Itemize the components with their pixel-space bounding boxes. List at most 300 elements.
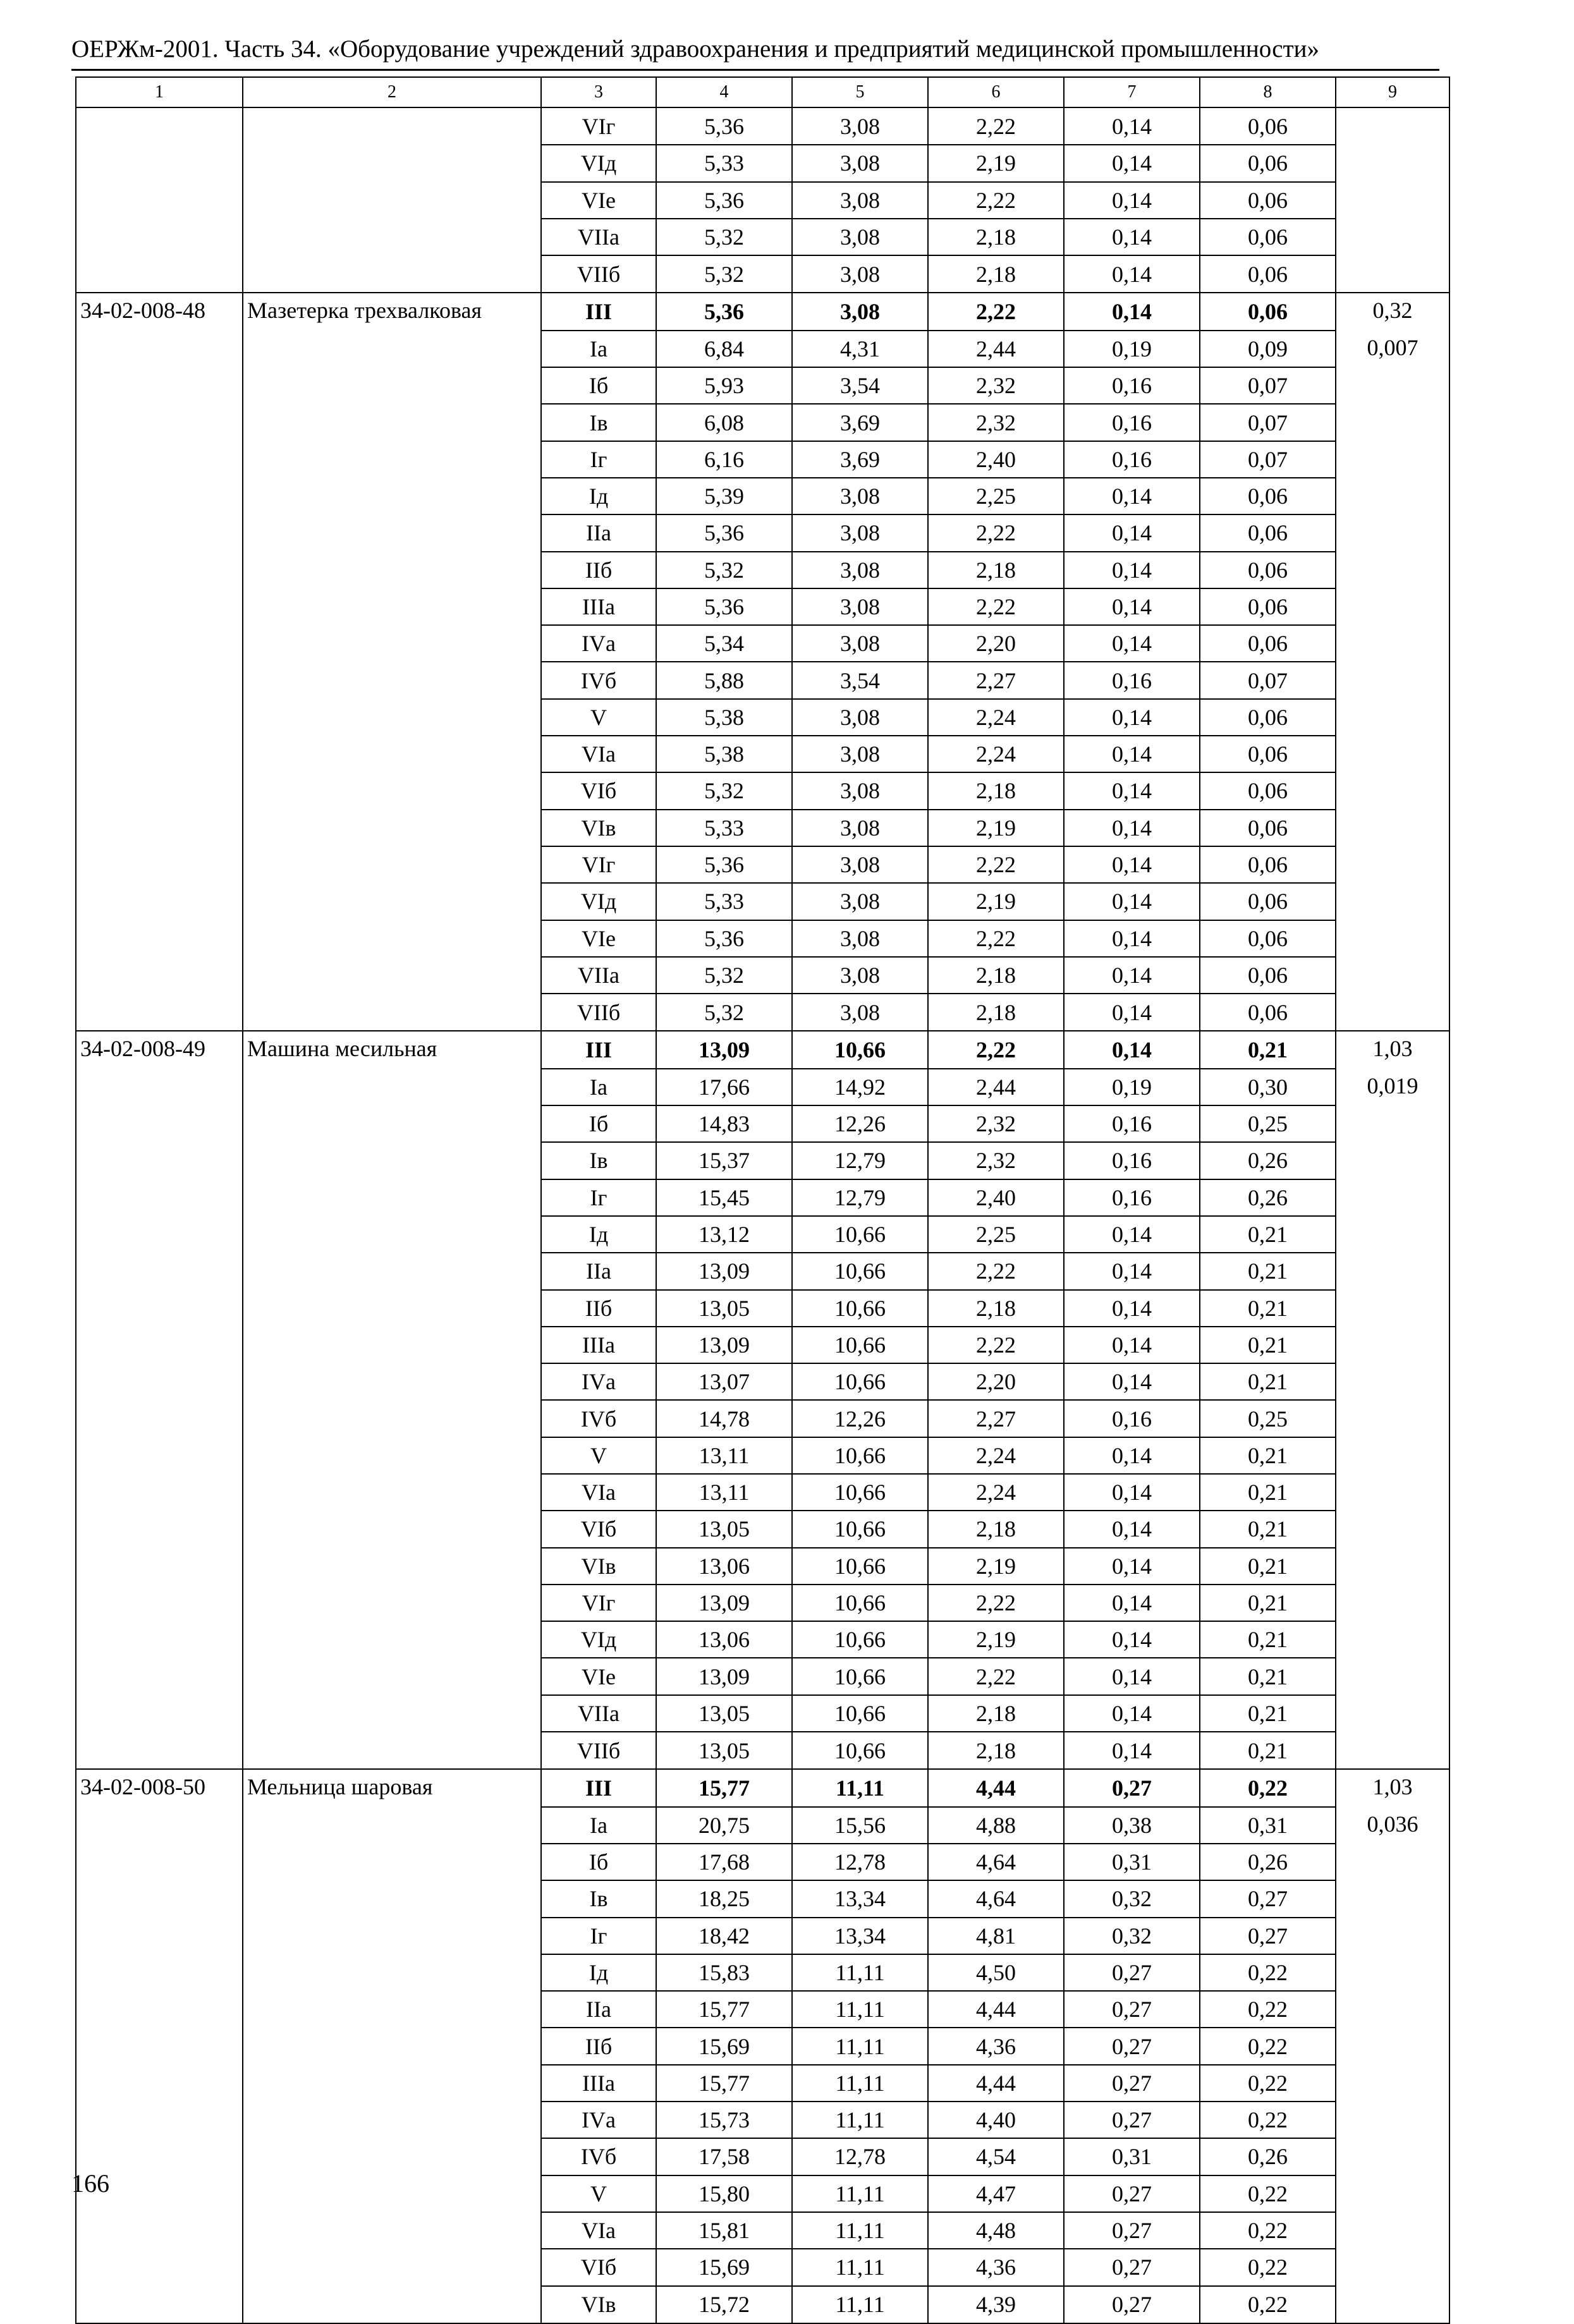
value-col6: 2,24 (928, 1474, 1064, 1511)
table-row (76, 1769, 1449, 1806)
value-col6: 2,22 (928, 107, 1064, 145)
value-col8: 0,06 (1200, 588, 1336, 625)
item-name (243, 182, 541, 219)
item-name (243, 1327, 541, 1363)
value-col4: 20,75 (656, 1807, 792, 1844)
value-col5: 3,08 (792, 625, 928, 662)
table-row (76, 1880, 1449, 1917)
item-name (243, 552, 541, 588)
item-name (243, 1216, 541, 1253)
value-col4: 15,73 (656, 2102, 792, 2138)
value-col4: 5,38 (656, 736, 792, 772)
value-col5: 12,79 (792, 1142, 928, 1179)
value-col9 (1336, 2065, 1449, 2102)
zone-cell: IIа (541, 514, 656, 551)
value-col5: 11,11 (792, 1991, 928, 2028)
value-col7: 0,14 (1064, 1290, 1200, 1327)
value-col4: 6,16 (656, 441, 792, 478)
zone-cell: IIа (541, 1991, 656, 2028)
value-col7: 0,14 (1064, 552, 1200, 588)
value-col7: 0,14 (1064, 810, 1200, 846)
zone-cell: Iб (541, 1844, 656, 1880)
column-number: 5 (792, 77, 928, 107)
value-col5: 3,08 (792, 219, 928, 255)
value-col6: 2,22 (928, 846, 1064, 883)
value-col7: 0,19 (1064, 331, 1200, 367)
value-col4: 5,36 (656, 920, 792, 957)
value-col8: 0,22 (1200, 1769, 1336, 1806)
value-col8: 0,06 (1200, 219, 1336, 255)
value-col6: 4,54 (928, 2138, 1064, 2175)
item-name (243, 1918, 541, 1954)
value-col6: 4,44 (928, 1991, 1064, 2028)
value-col8: 0,22 (1200, 2028, 1336, 2064)
zone-cell: Iа (541, 1807, 656, 1844)
column-number: 3 (541, 77, 656, 107)
value-col4: 15,69 (656, 2249, 792, 2285)
value-col4: 5,36 (656, 588, 792, 625)
value-col9 (1336, 588, 1449, 625)
table-row (76, 1511, 1449, 1547)
value-col7: 0,14 (1064, 883, 1200, 920)
value-col9 (1336, 1658, 1449, 1694)
item-name (243, 1732, 541, 1769)
value-col4: 13,11 (656, 1437, 792, 1474)
value-col5: 3,08 (792, 255, 928, 293)
value-col8: 0,06 (1200, 883, 1336, 920)
value-col8: 0,21 (1200, 1695, 1336, 1732)
value-col9 (1336, 2138, 1449, 2175)
value-col6: 4,50 (928, 1954, 1064, 1991)
value-col5: 3,08 (792, 699, 928, 736)
table-row (76, 1658, 1449, 1694)
value-col5: 12,78 (792, 2138, 928, 2175)
zone-cell: Iг (541, 1179, 656, 1216)
value-col9 (1336, 810, 1449, 846)
value-col4: 17,66 (656, 1069, 792, 1105)
value-col8: 0,06 (1200, 255, 1336, 293)
value-col8: 0,21 (1200, 1621, 1336, 1658)
zone-cell: VIб (541, 1511, 656, 1547)
value-col4: 5,32 (656, 552, 792, 588)
table-row (76, 1069, 1449, 1105)
item-name (243, 441, 541, 478)
value-col5: 10,66 (792, 1363, 928, 1400)
zone-cell: VIIб (541, 994, 656, 1031)
item-code (76, 2249, 243, 2285)
value-col5: 3,08 (792, 994, 928, 1031)
value-col4: 5,33 (656, 883, 792, 920)
zone-cell: VIд (541, 145, 656, 181)
value-col4: 5,36 (656, 182, 792, 219)
zone-cell: IVа (541, 625, 656, 662)
value-col8: 0,21 (1200, 1511, 1336, 1547)
value-col7: 0,27 (1064, 1769, 1200, 1806)
value-col5: 10,66 (792, 1621, 928, 1658)
item-code (76, 957, 243, 994)
item-code (76, 1954, 243, 1991)
zone-cell: VIIб (541, 255, 656, 293)
value-col5: 3,08 (792, 957, 928, 994)
value-col8: 0,06 (1200, 552, 1336, 588)
value-col9 (1336, 772, 1449, 809)
value-col9 (1336, 2175, 1449, 2212)
table-row (76, 2212, 1449, 2249)
item-code (76, 1179, 243, 1216)
value-col7: 0,14 (1064, 1253, 1200, 1289)
zone-cell: Iа (541, 331, 656, 367)
value-col9 (1336, 2212, 1449, 2249)
value-col6: 2,22 (928, 1253, 1064, 1289)
table-row (76, 920, 1449, 957)
zone-cell: IIб (541, 552, 656, 588)
value-col4: 5,93 (656, 367, 792, 404)
value-col9 (1336, 552, 1449, 588)
zone-cell: V (541, 1437, 656, 1474)
value-col7: 0,27 (1064, 1954, 1200, 1991)
item-name (243, 846, 541, 883)
value-col7: 0,31 (1064, 2138, 1200, 2175)
value-col8: 0,09 (1200, 331, 1336, 367)
rates-table (75, 76, 1450, 2324)
item-name (243, 145, 541, 181)
item-name (243, 810, 541, 846)
value-col6: 2,32 (928, 367, 1064, 404)
column-number: 7 (1064, 77, 1200, 107)
value-col4: 18,42 (656, 1918, 792, 1954)
value-col7: 0,27 (1064, 2286, 1200, 2323)
value-col9 (1336, 1548, 1449, 1585)
value-col6: 2,22 (928, 588, 1064, 625)
value-col8: 0,06 (1200, 699, 1336, 736)
value-col5: 3,54 (792, 367, 928, 404)
value-col6: 4,64 (928, 1844, 1064, 1880)
item-name (243, 1585, 541, 1621)
item-name (243, 662, 541, 698)
value-col9 (1336, 1363, 1449, 1400)
item-code (76, 1548, 243, 1585)
item-code (76, 662, 243, 698)
value-col8: 0,21 (1200, 1585, 1336, 1621)
table-row (76, 588, 1449, 625)
table-row (76, 255, 1449, 293)
table-row (76, 1031, 1449, 1068)
value-col5: 11,11 (792, 2286, 928, 2323)
value-col9 (1336, 1290, 1449, 1327)
item-code (76, 1807, 243, 1844)
value-col8: 0,07 (1200, 662, 1336, 698)
item-name (243, 1253, 541, 1289)
item-code (76, 441, 243, 478)
table-row (76, 662, 1449, 698)
zone-cell: IIIа (541, 1327, 656, 1363)
value-col8: 0,07 (1200, 441, 1336, 478)
value-col5: 3,08 (792, 514, 928, 551)
value-col6: 2,22 (928, 182, 1064, 219)
value-col8: 0,06 (1200, 478, 1336, 514)
column-number: 8 (1200, 77, 1336, 107)
value-col4: 18,25 (656, 1880, 792, 1917)
value-col6: 2,24 (928, 699, 1064, 736)
item-code (76, 1732, 243, 1769)
value-col4: 13,05 (656, 1290, 792, 1327)
value-col9 (1336, 2102, 1449, 2138)
item-name (243, 1844, 541, 1880)
value-col7: 0,14 (1064, 1327, 1200, 1363)
column-number: 2 (243, 77, 541, 107)
value-col5: 10,66 (792, 1031, 928, 1068)
zone-cell: Iв (541, 404, 656, 441)
page-number: 166 (71, 2169, 109, 2198)
value-col8: 0,06 (1200, 107, 1336, 145)
item-code (76, 2212, 243, 2249)
value-col6: 2,32 (928, 404, 1064, 441)
item-code (76, 810, 243, 846)
value-col4: 5,36 (656, 514, 792, 551)
value-col9 (1336, 478, 1449, 514)
value-col9 (1336, 1844, 1449, 1880)
table-row (76, 1585, 1449, 1621)
column-number: 4 (656, 77, 792, 107)
zone-cell: Iв (541, 1142, 656, 1179)
zone-cell: Iб (541, 1105, 656, 1142)
value-col8: 0,21 (1200, 1290, 1336, 1327)
item-code (76, 846, 243, 883)
item-name (243, 2212, 541, 2249)
value-col5: 10,66 (792, 1216, 928, 1253)
table-row (76, 107, 1449, 145)
value-col8: 0,21 (1200, 1216, 1336, 1253)
value-col5: 3,08 (792, 478, 928, 514)
zone-cell: VIб (541, 772, 656, 809)
value-col6: 2,18 (928, 255, 1064, 293)
table-row (76, 772, 1449, 809)
item-code (76, 736, 243, 772)
value-col5: 11,11 (792, 2175, 928, 2212)
value-col5: 15,56 (792, 1807, 928, 1844)
value-col6: 2,18 (928, 994, 1064, 1031)
value-col9 (1336, 957, 1449, 994)
value-col4: 13,09 (656, 1327, 792, 1363)
value-col7: 0,14 (1064, 107, 1200, 145)
value-col6: 2,22 (928, 1031, 1064, 1068)
value-col4: 13,05 (656, 1511, 792, 1547)
value-col6: 2,44 (928, 1069, 1064, 1105)
value-col9 (1336, 514, 1449, 551)
item-name (243, 1658, 541, 1694)
item-code (76, 514, 243, 551)
value-col5: 11,11 (792, 2249, 928, 2285)
value-col7: 0,14 (1064, 957, 1200, 994)
value-col9 (1336, 2028, 1449, 2064)
value-col4: 5,32 (656, 957, 792, 994)
value-col4: 17,68 (656, 1844, 792, 1880)
value-col4: 15,81 (656, 2212, 792, 2249)
value-col4: 13,06 (656, 1548, 792, 1585)
value-col5: 3,08 (792, 182, 928, 219)
value-col5: 10,66 (792, 1290, 928, 1327)
value-col8: 0,06 (1200, 957, 1336, 994)
item-name (243, 1548, 541, 1585)
item-name (243, 957, 541, 994)
item-code (76, 588, 243, 625)
value-col5: 11,11 (792, 1954, 928, 1991)
item-code (76, 1327, 243, 1363)
value-col7: 0,14 (1064, 219, 1200, 255)
table-row (76, 699, 1449, 736)
table-row (76, 552, 1449, 588)
value-col8: 0,06 (1200, 736, 1336, 772)
value-col6: 4,64 (928, 1880, 1064, 1917)
value-col9 (1336, 1179, 1449, 1216)
zone-cell: VIв (541, 810, 656, 846)
item-name (243, 2065, 541, 2102)
item-name (243, 1991, 541, 2028)
value-col4: 5,38 (656, 699, 792, 736)
value-col8: 0,21 (1200, 1031, 1336, 1068)
item-code (76, 1142, 243, 1179)
value-col7: 0,14 (1064, 920, 1200, 957)
value-col8: 0,06 (1200, 846, 1336, 883)
item-name (243, 1511, 541, 1547)
value-col9 (1336, 1474, 1449, 1511)
value-col6: 4,36 (928, 2249, 1064, 2285)
value-col6: 2,19 (928, 1621, 1064, 1658)
item-code (76, 145, 243, 181)
item-code (76, 699, 243, 736)
value-col6: 4,88 (928, 1807, 1064, 1844)
zone-cell: VIе (541, 1658, 656, 1694)
value-col9 (1336, 1954, 1449, 1991)
value-col8: 0,21 (1200, 1732, 1336, 1769)
zone-cell: V (541, 2175, 656, 2212)
zone-cell: VIд (541, 1621, 656, 1658)
value-col7: 0,14 (1064, 1511, 1200, 1547)
table-row (76, 2138, 1449, 2175)
value-col4: 17,58 (656, 2138, 792, 2175)
value-col4: 5,36 (656, 293, 792, 330)
item-name (243, 1695, 541, 1732)
item-code (76, 1658, 243, 1694)
value-col6: 2,22 (928, 1585, 1064, 1621)
item-name (243, 255, 541, 293)
table-row (76, 1807, 1449, 1844)
value-col6: 2,24 (928, 736, 1064, 772)
table-row (76, 2028, 1449, 2064)
item-code (76, 404, 243, 441)
value-col5: 10,66 (792, 1548, 928, 1585)
item-code (76, 1991, 243, 2028)
value-col7: 0,19 (1064, 1069, 1200, 1105)
value-col7: 0,14 (1064, 1621, 1200, 1658)
value-col4: 15,77 (656, 1769, 792, 1806)
column-number: 1 (76, 77, 243, 107)
zone-cell: V (541, 699, 656, 736)
value-col9 (1336, 1918, 1449, 1954)
item-code (76, 1105, 243, 1142)
value-col6: 2,19 (928, 145, 1064, 181)
value-col8: 0,21 (1200, 1363, 1336, 1400)
zone-cell: IVа (541, 1363, 656, 1400)
item-code (76, 1918, 243, 1954)
value-col6: 4,44 (928, 2065, 1064, 2102)
value-col8: 0,26 (1200, 1844, 1336, 1880)
value-col8: 0,26 (1200, 1179, 1336, 1216)
value-col8: 0,21 (1200, 1548, 1336, 1585)
value-col7: 0,14 (1064, 1732, 1200, 1769)
value-col5: 14,92 (792, 1069, 928, 1105)
zone-cell: VIб (541, 2249, 656, 2285)
value-col6: 2,20 (928, 625, 1064, 662)
item-code (76, 920, 243, 957)
value-col6: 2,40 (928, 441, 1064, 478)
item-code (76, 1585, 243, 1621)
zone-cell: VIг (541, 107, 656, 145)
value-col8: 0,22 (1200, 2212, 1336, 2249)
item-name (243, 699, 541, 736)
value-col6: 2,18 (928, 1511, 1064, 1547)
value-col8: 0,06 (1200, 772, 1336, 809)
value-col7: 0,14 (1064, 1031, 1200, 1068)
value-col6: 2,18 (928, 1695, 1064, 1732)
item-code (76, 1511, 243, 1547)
value-col4: 15,83 (656, 1954, 792, 1991)
value-col7: 0,16 (1064, 1179, 1200, 1216)
value-col9 (1336, 1400, 1449, 1437)
value-col5: 3,08 (792, 920, 928, 957)
item-name: Машина месильная (243, 1031, 541, 1068)
value-col9 (1336, 920, 1449, 957)
value-col7: 0,32 (1064, 1918, 1200, 1954)
item-name (243, 994, 541, 1031)
value-col5: 3,08 (792, 588, 928, 625)
value-col9 (1336, 1105, 1449, 1142)
value-col9 (1336, 404, 1449, 441)
value-col4: 5,32 (656, 994, 792, 1031)
value-col5: 10,66 (792, 1327, 928, 1363)
value-col8: 0,07 (1200, 404, 1336, 441)
zone-cell: IVб (541, 1400, 656, 1437)
value-col7: 0,16 (1064, 367, 1200, 404)
value-col8: 0,25 (1200, 1105, 1336, 1142)
zone-cell: IIIа (541, 2065, 656, 2102)
item-code (76, 367, 243, 404)
value-col8: 0,06 (1200, 182, 1336, 219)
table-row (76, 846, 1449, 883)
item-name (243, 772, 541, 809)
value-col7: 0,16 (1064, 404, 1200, 441)
value-col5: 3,08 (792, 772, 928, 809)
zone-cell: VIа (541, 2212, 656, 2249)
value-col8: 0,22 (1200, 2065, 1336, 2102)
value-col7: 0,14 (1064, 1216, 1200, 1253)
table-row (76, 994, 1449, 1031)
value-col5: 12,78 (792, 1844, 928, 1880)
value-col4: 5,36 (656, 846, 792, 883)
value-col7: 0,32 (1064, 1880, 1200, 1917)
value-col5: 12,26 (792, 1105, 928, 1142)
value-col9 (1336, 1880, 1449, 1917)
table-row (76, 182, 1449, 219)
value-col5: 4,31 (792, 331, 928, 367)
value-col5: 11,11 (792, 2102, 928, 2138)
item-code (76, 478, 243, 514)
zone-cell: VIе (541, 182, 656, 219)
value-col6: 4,81 (928, 1918, 1064, 1954)
column-number-row (76, 77, 1449, 107)
value-col8: 0,21 (1200, 1658, 1336, 1694)
value-col4: 13,07 (656, 1363, 792, 1400)
